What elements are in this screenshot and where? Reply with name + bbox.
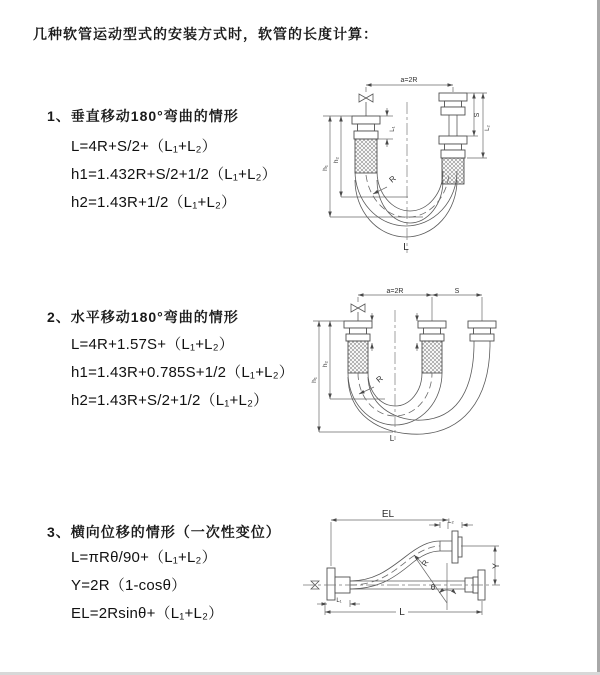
dimension-l: [325, 601, 482, 618]
svg-text:L₂: L₂: [485, 125, 491, 131]
flange-fitting-left: [344, 321, 372, 373]
braided-hose: [355, 139, 377, 173]
length-label: L: [403, 242, 409, 253]
svg-text:L₂: L₂: [448, 519, 454, 525]
dimension-s: [467, 93, 487, 136]
dimension-l1: [317, 598, 360, 607]
dimension-a2r: [366, 77, 453, 92]
diagram-horizontal-180-bend: [305, 282, 600, 452]
svg-text:S: S: [474, 112, 481, 118]
fitting-dimension-arrows: [372, 313, 417, 351]
formula-line: h1=1.432R+S/2+1/2（L₁+L₂）: [71, 166, 277, 183]
svg-text:h₂: h₂: [322, 360, 329, 368]
length-label: L: [389, 434, 395, 443]
svg-text:S: S: [454, 288, 460, 295]
svg-text:EL: EL: [381, 509, 395, 520]
braided-hose: [442, 158, 464, 184]
section-1-formulas: [71, 138, 277, 222]
flange-fitting-right: [439, 93, 467, 184]
dimension-l2: [467, 93, 491, 158]
svg-text:Y: Y: [491, 562, 501, 570]
section-2-heading: 2、水平移动180°弯曲的情形: [47, 309, 239, 325]
formula-line: Y=2R（1-cosθ）: [71, 577, 187, 594]
formula-line: EL=2Rsinθ+（L₁+L₂）: [71, 605, 224, 622]
formula-line: L=4R+1.57S+（L₁+L₂）: [71, 336, 234, 353]
section-3-formulas: [71, 549, 223, 633]
braided-hose: [348, 341, 368, 373]
dimension-l1: [378, 108, 396, 147]
braided-hose: [422, 341, 442, 373]
flange-fitting-middle: [418, 321, 446, 373]
formula-line: h1=1.43R+0.785S+1/2（L₁+L₂）: [71, 364, 294, 381]
svg-text:R: R: [419, 558, 431, 568]
svg-text:a=2R: a=2R: [386, 288, 404, 295]
diagram-lateral-displacement: [295, 500, 600, 650]
formula-line: h2=1.43R+1/2（L₁+L₂）: [71, 194, 237, 211]
dimension-a2r: [358, 288, 432, 295]
flange-fitting-left: [327, 568, 350, 600]
flange-fitting-right: [468, 321, 496, 341]
svg-text:L: L: [399, 607, 405, 618]
svg-text:a=2R: a=2R: [400, 77, 418, 84]
dimension-el: [331, 509, 448, 566]
diagram-vertical-180-bend: [310, 70, 600, 265]
dimension-s: [432, 288, 482, 295]
section-2-formulas: [71, 336, 294, 420]
hose-u-bend: [355, 171, 457, 237]
svg-text:θ: θ: [430, 583, 436, 592]
formula-line: h2=1.43R+S/2+1/2（L₁+L₂）: [71, 392, 269, 409]
svg-text:h₁: h₁: [322, 165, 329, 171]
section-1-heading: 1、垂直移动180°弯曲的情形: [47, 108, 239, 124]
flange-fitting-upper: [440, 531, 462, 563]
svg-text:h₁: h₁: [311, 377, 318, 383]
svg-text:L₁: L₁: [336, 598, 342, 604]
svg-text:R: R: [387, 173, 398, 185]
svg-text:h₂: h₂: [333, 156, 340, 164]
page-title: 几种软管运动型式的安装方式时，软管的长度计算：: [33, 26, 378, 42]
formula-line: L=πRθ/90+（L₁+L₂）: [71, 549, 217, 566]
svg-text:L₁: L₁: [390, 126, 396, 132]
valve-icon: [351, 304, 365, 321]
section-3-heading: 3、横向位移的情形（一次性变位）: [47, 524, 281, 540]
svg-text:R: R: [374, 373, 385, 385]
valve-icon: [359, 94, 373, 116]
flange-fitting-left: [352, 116, 380, 173]
formula-line: L=4R+S/2+（L₁+L₂）: [71, 138, 217, 155]
